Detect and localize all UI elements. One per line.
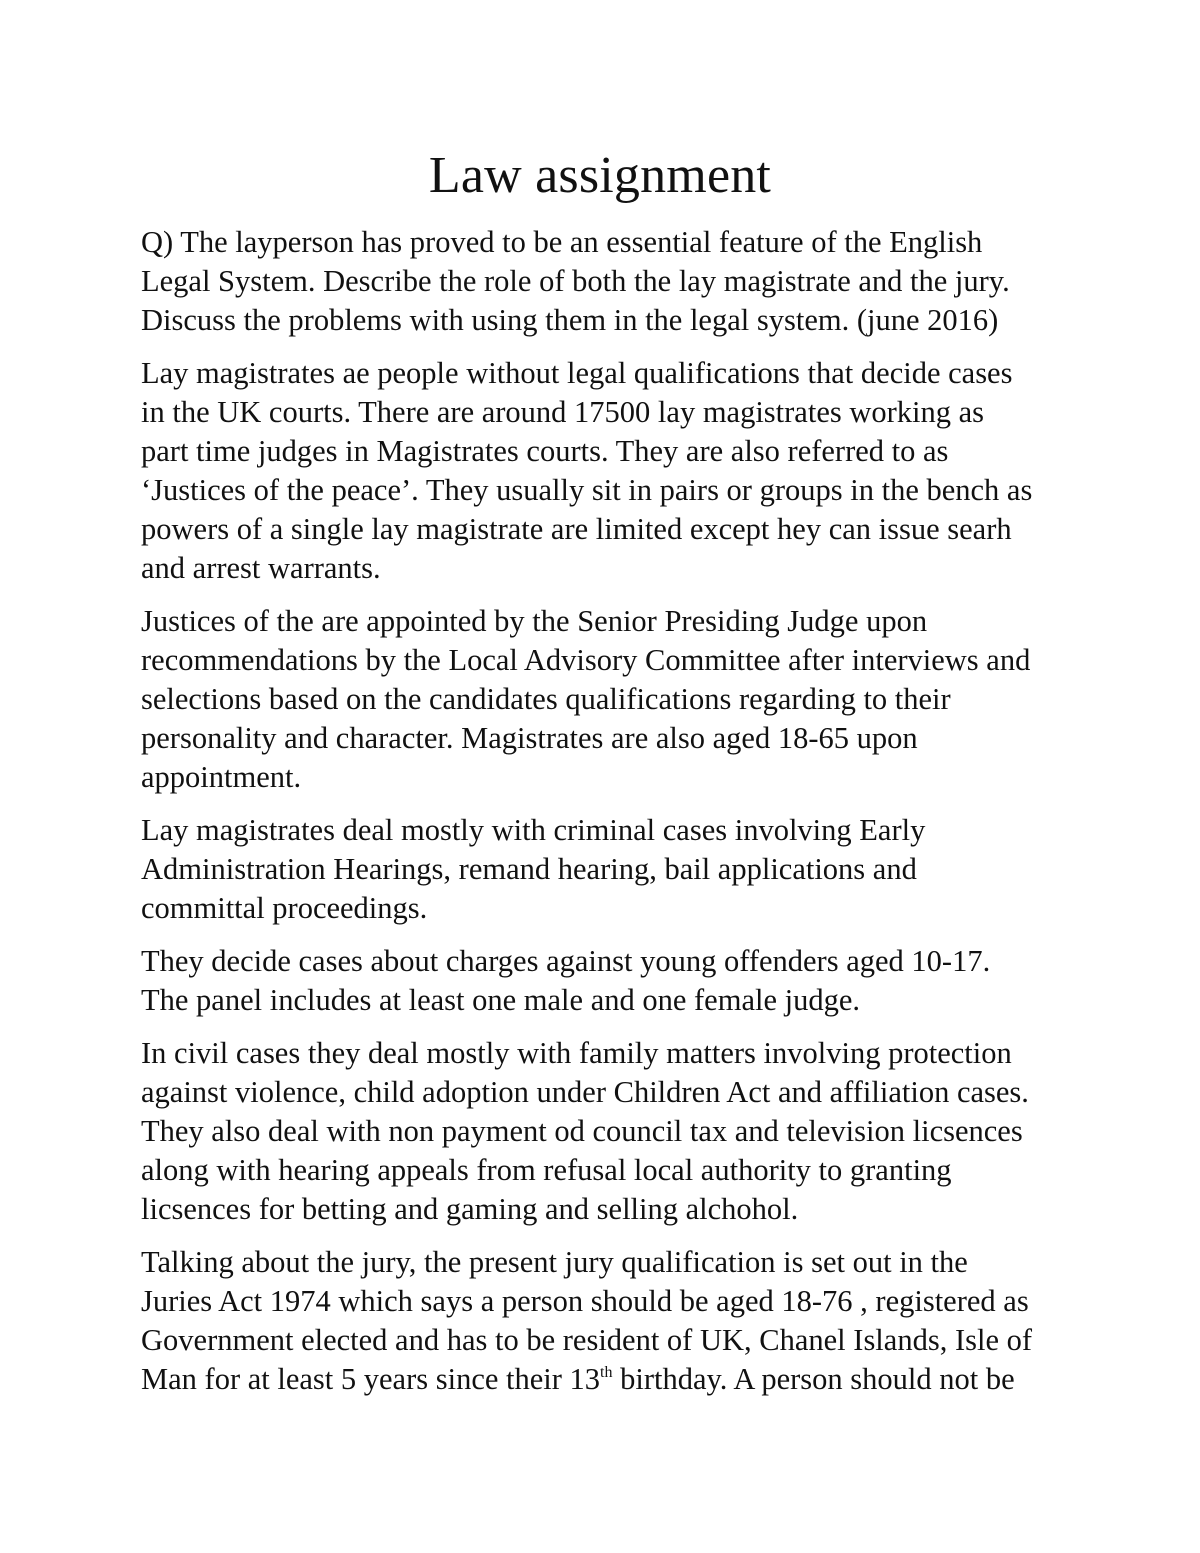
text-line: powers of a single lay magistrate are limited except hey can issue searh (141, 512, 1012, 546)
text-line: Justices of the are appointed by the Senior Presiding Judge upon (141, 604, 928, 638)
text-line: personality and character. Magistrates are also aged 18-65 upon (141, 721, 918, 755)
text-line: Q) The layperson has proved to be an essential feature of the English (141, 225, 983, 259)
text-line: They also deal with non payment od council tax and television licsences (141, 1114, 1023, 1148)
text-line-with-superscript (141, 1360, 1076, 1399)
text-line: In civil cases they deal mostly with family matters involving protection (141, 1036, 1012, 1070)
ordinal-superscript: th (600, 1364, 613, 1381)
document-body (141, 223, 1076, 1413)
text-line: in the UK courts. There are around 17500 lay magistrates working as (141, 395, 985, 429)
text-line: and arrest warrants. (141, 551, 381, 585)
text-line: against violence, child adoption under Children Act and affiliation cases. (141, 1075, 1029, 1109)
paragraph-criminal-cases (141, 811, 1076, 928)
paragraph-civil-cases (141, 1034, 1076, 1229)
text-line: Juries Act 1974 which says a person should be aged 18-76 , registered as (141, 1284, 1029, 1318)
text-line: recommendations by the Local Advisory Committee after interviews and (141, 643, 1031, 677)
paragraph-lay-magistrates-intro (141, 354, 1076, 588)
text-line: Legal System. Describe the role of both the lay magistrate and the jury. (141, 264, 1010, 298)
text-line: committal proceedings. (141, 891, 428, 925)
text-line: selections based on the candidates qualifications regarding to their (141, 682, 951, 716)
text-segment: Man for at least 5 years since their 13 (141, 1362, 601, 1396)
paragraph-young-offenders (141, 942, 1076, 1020)
text-line: Administration Hearings, remand hearing, bail applications and (141, 852, 917, 886)
paragraph-jury (141, 1243, 1076, 1399)
text-line: along with hearing appeals from refusal local authority to granting (141, 1153, 952, 1187)
text-line: appointment. (141, 760, 302, 794)
text-line: Discuss the problems with using them in the legal system. (june 2016) (141, 303, 999, 337)
paragraph-appointment (141, 602, 1076, 797)
text-line: Lay magistrates deal mostly with criminal cases involving Early (141, 813, 926, 847)
text-segment: birthday. A person should not be (612, 1362, 1015, 1396)
text-line: licsences for betting and gaming and selling alchohol. (141, 1192, 799, 1226)
text-line: Lay magistrates ae people without legal qualifications that decide cases (141, 356, 1013, 390)
text-line: Talking about the jury, the present jury qualification is set out in the (141, 1245, 968, 1279)
text-line: They decide cases about charges against young offenders aged 10-17. (141, 944, 991, 978)
text-line: part time judges in Magistrates courts. They are also referred to as (141, 434, 949, 468)
text-line: ‘Justices of the peace’. They usually sit in pairs or groups in the bench as (141, 473, 1033, 507)
document-title: Law assignment (428, 147, 772, 204)
text-line: Government elected and has to be resident of UK, Chanel Islands, Isle of (141, 1323, 1033, 1357)
paragraph-question (141, 223, 1076, 340)
text-line: The panel includes at least one male and one female judge. (141, 983, 860, 1017)
